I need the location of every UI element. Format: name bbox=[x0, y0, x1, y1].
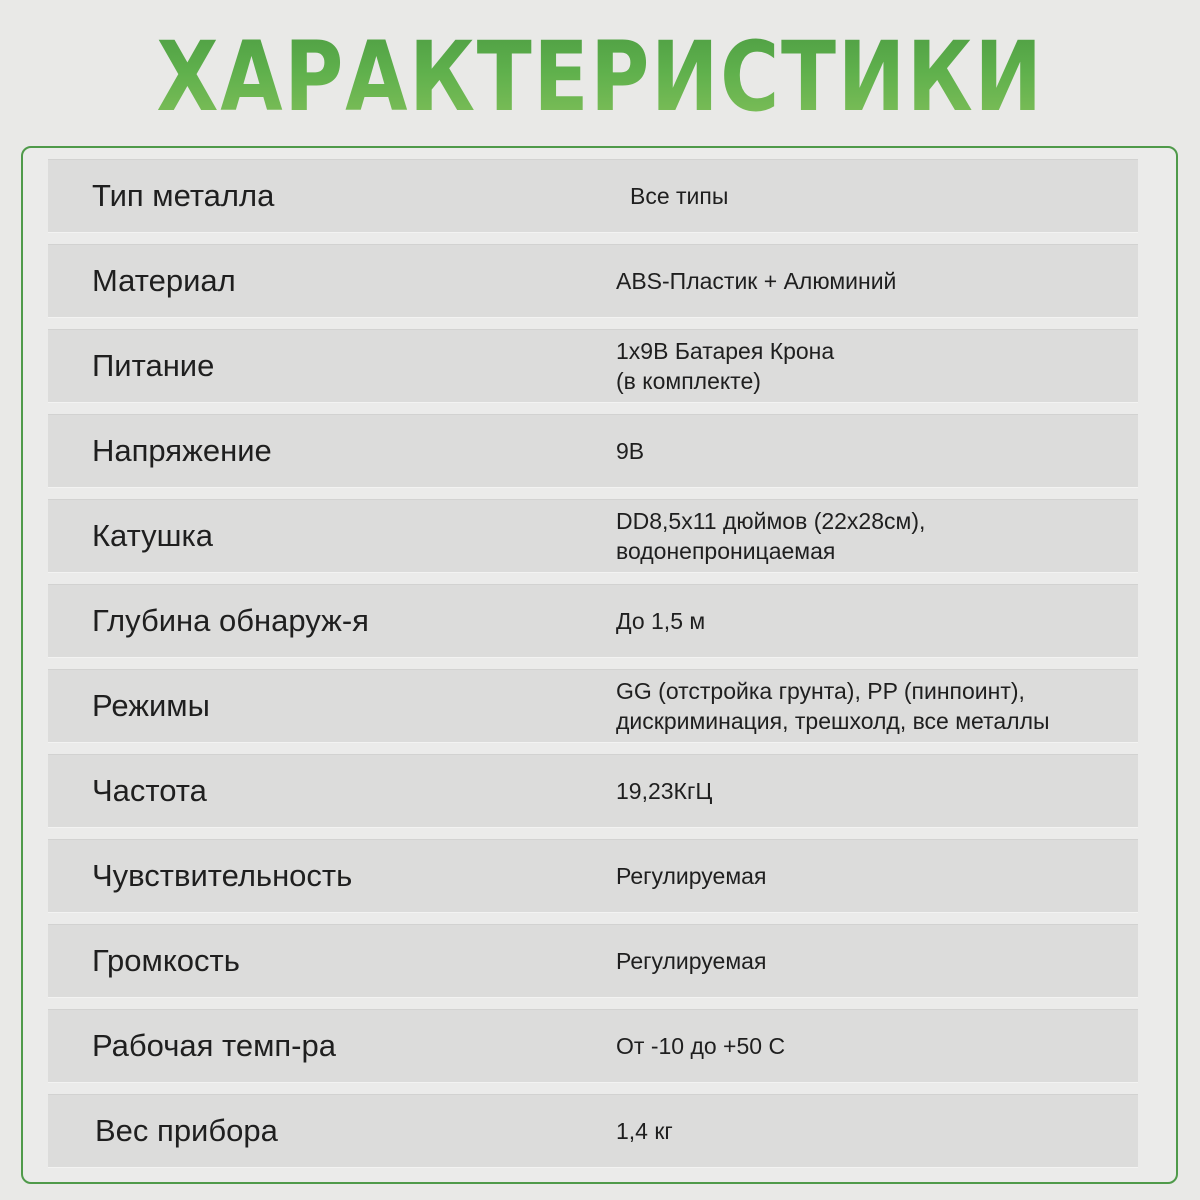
spec-value-line: GG (отстройка грунта), PP (пинпоинт), bbox=[616, 678, 1025, 704]
spec-label: Громкость bbox=[92, 943, 240, 978]
spec-row bbox=[48, 670, 1138, 742]
spec-value bbox=[616, 245, 896, 317]
spec-row bbox=[48, 755, 1138, 827]
spec-row bbox=[48, 500, 1138, 572]
spec-value-line: (в комплекте) bbox=[616, 368, 761, 394]
spec-label: Режимы bbox=[92, 688, 210, 723]
spec-row bbox=[48, 1010, 1138, 1082]
spec-value bbox=[616, 1095, 673, 1167]
spec-value-line: 9В bbox=[616, 438, 645, 464]
spec-label: Чувствительность bbox=[92, 858, 353, 893]
spec-row bbox=[48, 415, 1138, 487]
spec-value-line: Регулируемая bbox=[616, 948, 767, 974]
spec-row bbox=[48, 925, 1138, 997]
spec-value bbox=[616, 500, 925, 572]
spec-row bbox=[48, 160, 1138, 232]
spec-value bbox=[616, 755, 712, 827]
spec-value-line: ABS-Пластик + Алюминий bbox=[616, 268, 897, 294]
spec-value bbox=[630, 160, 728, 232]
spec-row bbox=[48, 245, 1138, 317]
spec-value bbox=[616, 1010, 785, 1082]
spec-label: Частота bbox=[92, 773, 207, 808]
spec-value-line: DD8,5x11 дюймов (22x28см), bbox=[616, 508, 926, 534]
spec-label: Катушка bbox=[92, 518, 214, 553]
spec-label: Вес прибора bbox=[95, 1113, 278, 1148]
spec-value-line: дискриминация, трешхолд, все металлы bbox=[616, 708, 1050, 734]
spec-value-line: водонепроницаемая bbox=[616, 538, 836, 564]
spec-value-line: От -10 до +50 С bbox=[616, 1033, 786, 1059]
spec-label: Питание bbox=[92, 348, 215, 383]
spec-row bbox=[48, 585, 1138, 657]
spec-value bbox=[616, 925, 766, 997]
spec-row bbox=[48, 840, 1138, 912]
spec-value bbox=[616, 330, 834, 402]
spec-label: Материал bbox=[92, 263, 236, 298]
spec-value-line: 1,4 кг bbox=[616, 1118, 673, 1144]
spec-label: Рабочая темп-ра bbox=[92, 1028, 336, 1063]
spec-value bbox=[616, 585, 705, 657]
spec-label: Тип металла bbox=[92, 178, 275, 213]
spec-value bbox=[616, 415, 644, 487]
spec-value bbox=[616, 670, 1050, 742]
spec-value bbox=[616, 840, 766, 912]
spec-value-line: До 1,5 м bbox=[616, 608, 706, 634]
spec-value-line: Все типы bbox=[630, 183, 729, 209]
spec-label: Напряжение bbox=[92, 433, 272, 468]
spec-value-line: 1x9В Батарея Крона bbox=[616, 338, 835, 364]
spec-value-line: 19,23КгЦ bbox=[616, 778, 713, 804]
spec-label: Глубина обнаруж-я bbox=[92, 603, 369, 638]
spec-value-line: Регулируемая bbox=[616, 863, 767, 889]
spec-row bbox=[48, 330, 1138, 402]
page-title: ХАРАКТЕРИСТИКИ bbox=[96, 18, 1104, 136]
spec-row bbox=[48, 1095, 1138, 1167]
